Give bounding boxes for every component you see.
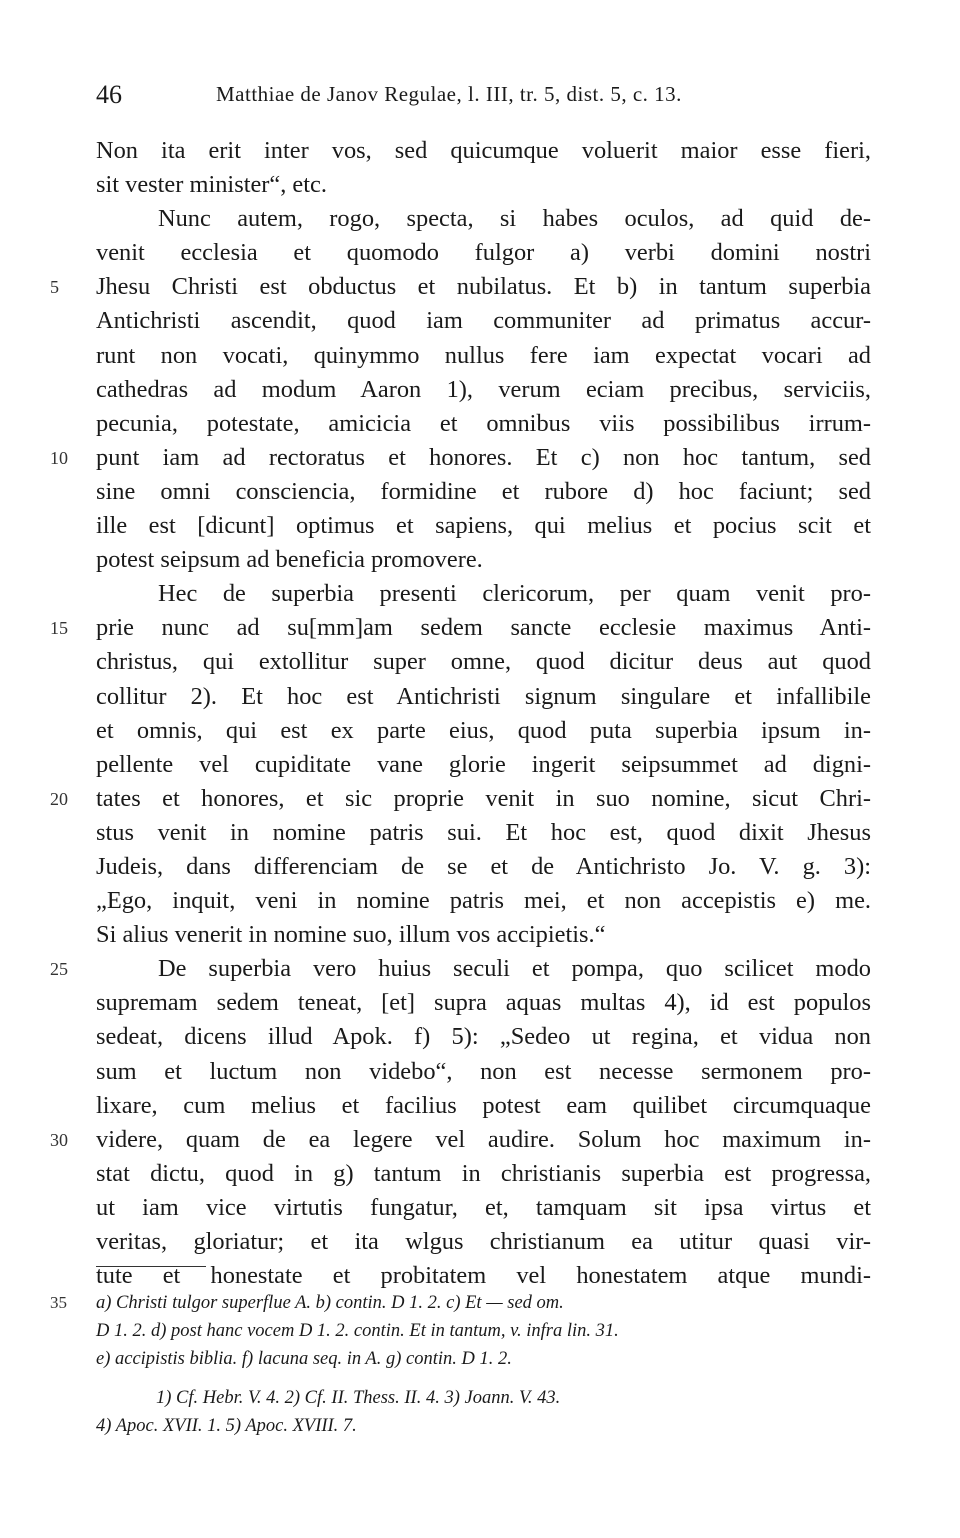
line-number: 10	[50, 447, 68, 468]
text-line	[50, 611, 871, 645]
line-text: christus, qui extollitur super omne, quod dicitur deus aut quod	[96, 648, 871, 676]
line-text: runt non vocati, quinymmo nullus fere iam expectat vocari ad	[96, 341, 871, 369]
text-line	[96, 236, 871, 270]
text-line	[96, 475, 871, 509]
line-number: 5	[50, 277, 59, 298]
text-line	[96, 577, 871, 611]
line-text: veritas, gloriatur; et ita wlgus christianum ea utitur quasi vir-	[96, 1228, 871, 1255]
text-line	[96, 748, 871, 782]
text-line	[96, 373, 871, 407]
text-line	[96, 134, 871, 168]
text-line	[96, 850, 871, 884]
line-text: Jhesu Christi est obductus et nubilatus. Et b) in tantum superbia	[96, 273, 871, 301]
source-note-line	[96, 1412, 876, 1440]
text-line	[96, 1225, 871, 1259]
line-text: Nunc autem, rogo, specta, si habes oculos, ad quid de-	[158, 205, 871, 233]
text-line	[96, 918, 871, 952]
line-text: ut iam vice virtutis fungatur, et, tamquam sit ipsa virtus et	[96, 1193, 871, 1221]
line-text: lixare, cum melius et facilius potest eam quilibet circumquaque	[96, 1091, 871, 1119]
text-line	[96, 816, 871, 850]
text-line	[96, 168, 871, 202]
critical-note-line	[96, 1345, 876, 1373]
text-line	[96, 1157, 871, 1191]
text-line	[96, 407, 871, 441]
text-line	[50, 441, 871, 475]
footnote-divider	[96, 1266, 206, 1267]
text-line	[96, 1055, 871, 1089]
line-text: cathedras ad modum Aaron 1), verum eciam precibus, serviciis,	[96, 375, 871, 403]
text-line	[96, 645, 871, 679]
text-line	[96, 1089, 871, 1123]
line-number: 20	[50, 788, 68, 809]
running-title: Matthiae de Janov Regulae, l. III, tr. 5, dist. 5, c. 13.	[216, 82, 682, 106]
line-text: potest seipsum ad beneficia promovere.	[96, 546, 483, 574]
line-number: 25	[50, 959, 68, 980]
line-text: supremam sedem teneat, [et] supra aquas multas 4), id est populos	[96, 989, 871, 1017]
text-line	[96, 680, 871, 714]
line-text: ille est [dicunt] optimus et sapiens, qui melius et pocius scit et	[96, 512, 871, 540]
source-note-line	[96, 1384, 876, 1412]
main-text	[50, 134, 871, 1293]
line-number: 30	[50, 1129, 68, 1150]
line-text: Non ita erit inter vos, sed quicumque voluerit maior esse fieri,	[96, 137, 871, 164]
line-text: sine omni consciencia, formidine et rubore d) hoc faciunt; sed	[96, 477, 871, 505]
line-text: Judeis, dans differenciam de se et de Antichristo Jo. V. g. 3):	[96, 852, 871, 880]
line-number: 35	[50, 1293, 67, 1312]
text-line	[50, 270, 871, 304]
line-number: 15	[50, 618, 68, 639]
note-text: D 1. 2. d) post hanc vocem D 1. 2. contin. Et in tantum, v. infra lin. 31.	[96, 1321, 619, 1341]
text-line	[50, 1123, 871, 1157]
critical-note-line	[50, 1289, 876, 1317]
text-line	[96, 884, 871, 918]
text-line	[96, 202, 871, 236]
line-text: tates et honores, et sic proprie venit in suo nomine, sicut Chri-	[96, 784, 871, 812]
line-text: stat dictu, quod in g) tantum in christianis superbia est progressa,	[96, 1159, 871, 1187]
line-text: stus venit in nomine patris sui. Et hoc est, quod dixit Jhesus	[96, 818, 871, 846]
text-line	[96, 1020, 871, 1054]
text-line	[96, 304, 871, 338]
text-line	[96, 1191, 871, 1225]
text-line	[96, 543, 871, 577]
note-text: 1) Cf. Hebr. V. 4. 2) Cf. II. Thess. II. 4. 3) Joann. V. 43.	[156, 1388, 561, 1408]
text-line	[50, 782, 871, 816]
text-line	[96, 714, 871, 748]
line-text: sedeat, dicens illud Apok. f) 5): „Sedeo ut regina, et vidua non	[96, 1023, 871, 1051]
note-text: e) accipistis biblia. f) lacuna seq. in A. g) contin. D 1. 2.	[96, 1349, 512, 1369]
line-text: punt iam ad rectoratus et honores. Et c) non hoc tantum, sed	[96, 443, 871, 471]
text-line	[50, 952, 871, 986]
line-text: pellente vel cupiditate vane glorie ingerit seipsummet ad digni-	[96, 750, 871, 778]
critical-note-line	[96, 1317, 876, 1345]
line-text: venit ecclesia et quomodo fulgor a) verbi domini nostri	[96, 239, 871, 267]
line-text: sit vester minister“, etc.	[96, 171, 327, 199]
footnotes	[50, 1289, 876, 1440]
line-text: et omnis, qui est ex parte eius, quod puta superbia ipsum in-	[96, 716, 871, 744]
text-line	[96, 509, 871, 543]
line-text: De superbia vero huius seculi et pompa, quo scilicet modo	[158, 955, 871, 983]
note-text: 4) Apoc. XVII. 1. 5) Apoc. XVIII. 7.	[96, 1416, 357, 1436]
page-header	[96, 80, 870, 120]
line-text: Si alius venerit in nomine suo, illum vos accipietis.“	[96, 921, 606, 949]
line-text: „Ego, inquit, veni in nomine patris mei, et non accepistis e) me.	[96, 887, 871, 915]
text-line	[96, 986, 871, 1020]
line-text: tute et honestate et probitatem vel honestatem atque mundi-	[96, 1262, 871, 1290]
note-text: a) Christi tulgor superflue A. b) contin. D 1. 2. c) Et — sed om.	[96, 1293, 564, 1313]
line-text: sum et luctum non videbo“, non est necesse sermonem pro-	[96, 1057, 871, 1085]
line-text: collitur 2). Et hoc est Antichristi signum singulare et infallibile	[96, 682, 871, 710]
line-text: Antichristi ascendit, quod iam communiter ad primatus accur-	[96, 307, 871, 335]
page-number: 46	[96, 80, 122, 109]
line-text: prie nunc ad su[mm]am sedem sancte ecclesie maximus Anti-	[96, 614, 871, 642]
line-text: Hec de superbia presenti clericorum, per quam venit pro-	[158, 580, 871, 608]
line-text: videre, quam de ea legere vel audire. Solum hoc maximum in-	[96, 1125, 871, 1153]
line-text: pecunia, potestate, amicicia et omnibus viis possibilibus irrum-	[96, 409, 871, 437]
text-line	[96, 339, 871, 373]
